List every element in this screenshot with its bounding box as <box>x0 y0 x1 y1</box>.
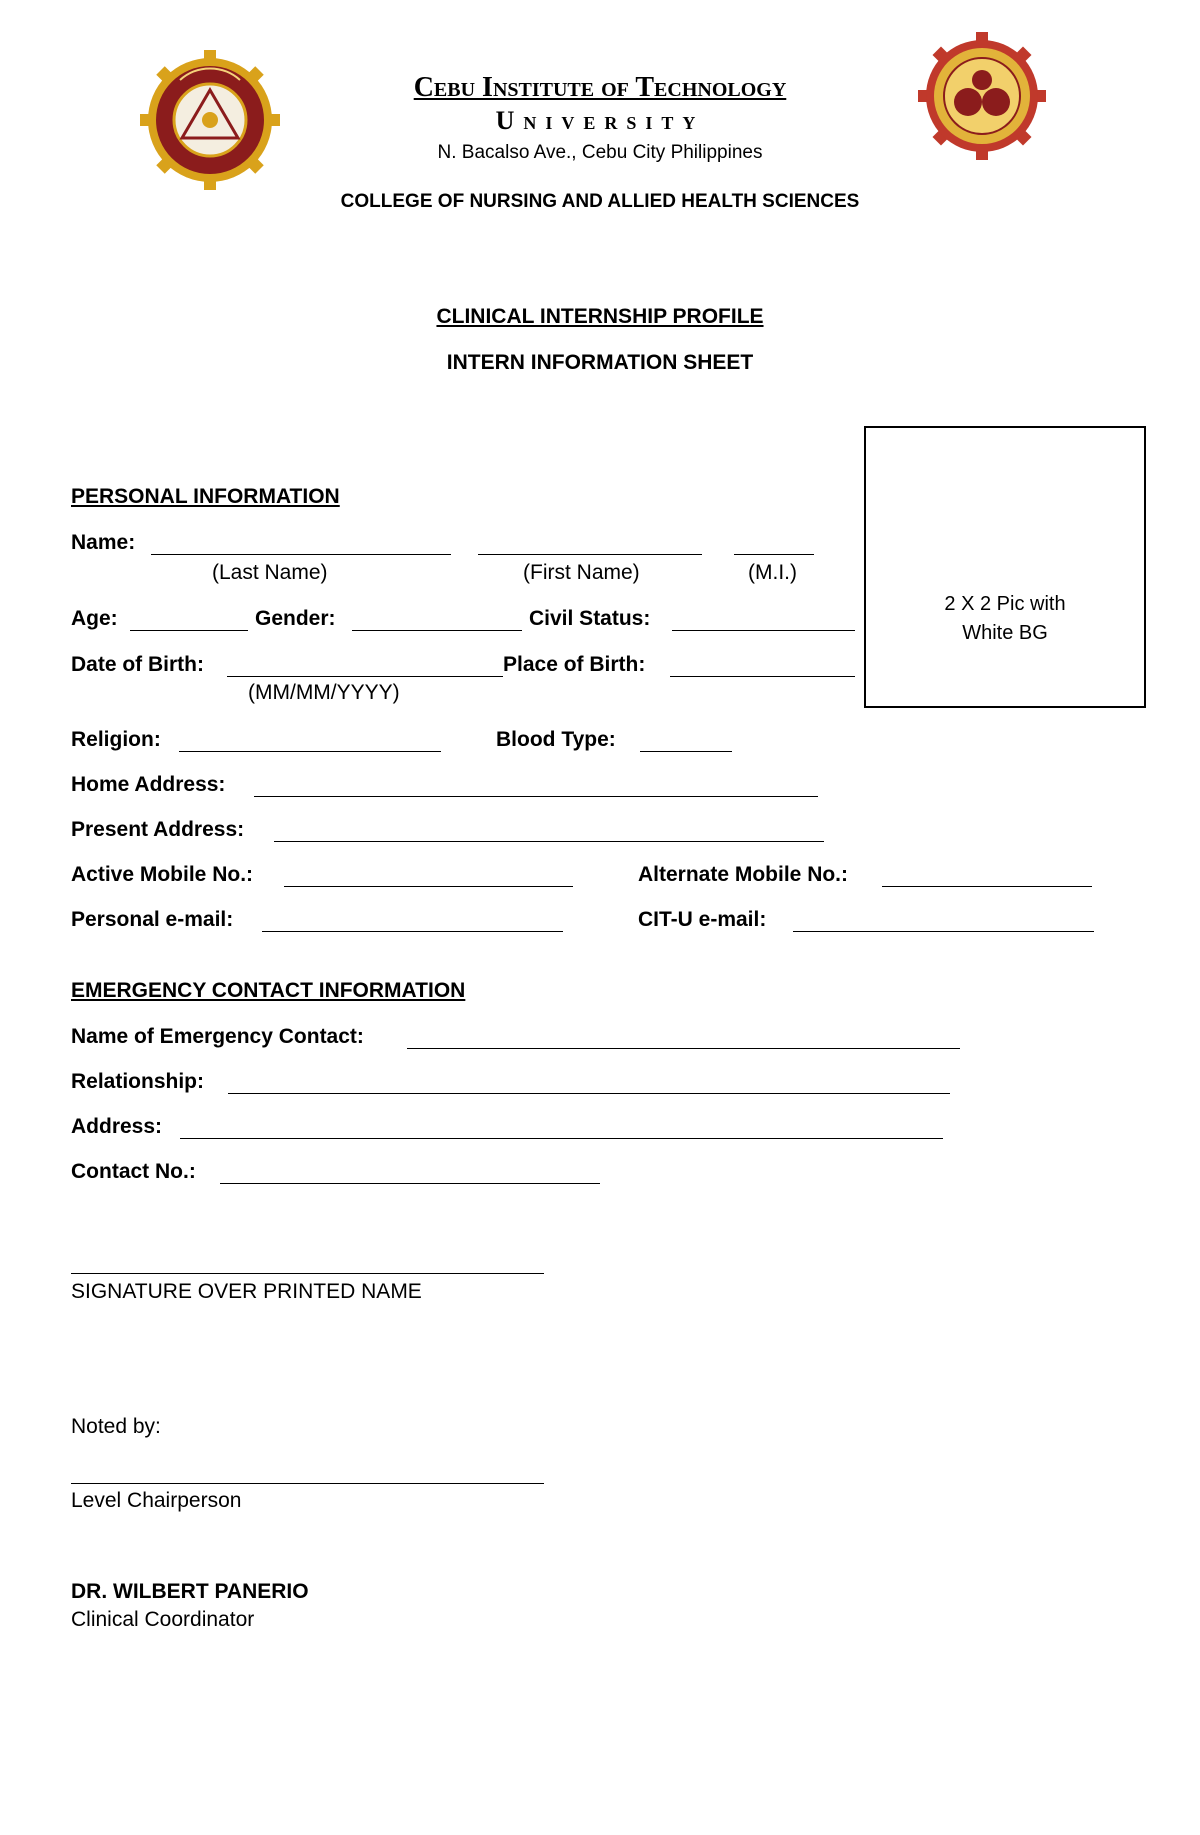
college-seal-right-logo <box>918 32 1046 160</box>
active-mobile-label: Active Mobile No.: <box>71 863 254 886</box>
emergency-heading: EMERGENCY CONTACT INFORMATION <box>71 979 466 1002</box>
personal-email-field[interactable] <box>262 931 563 932</box>
first-name-hint: (First Name) <box>523 561 640 584</box>
signature-caption: SIGNATURE OVER PRINTED NAME <box>71 1280 422 1303</box>
dob-label: Date of Birth: <box>71 653 204 676</box>
college-name: COLLEGE OF NURSING AND ALLIED HEALTH SCIENCES <box>340 191 860 212</box>
present-address-label: Present Address: <box>71 818 245 841</box>
blood-type-label: Blood Type: <box>496 728 616 751</box>
contact-no-field[interactable] <box>220 1183 600 1184</box>
age-field[interactable] <box>130 630 248 631</box>
emergency-address-field[interactable] <box>180 1138 943 1139</box>
religion-field[interactable] <box>179 751 441 752</box>
emergency-address-label: Address: <box>71 1115 163 1138</box>
photo-box[interactable] <box>864 426 1146 708</box>
name-label: Name: <box>71 531 136 554</box>
last-name-field[interactable] <box>151 554 451 555</box>
form-subtitle: INTERN INFORMATION SHEET <box>446 351 754 374</box>
home-address-field[interactable] <box>254 796 818 797</box>
chairperson-signature-line[interactable] <box>71 1483 544 1484</box>
present-address-field[interactable] <box>274 841 824 842</box>
emergency-name-field[interactable] <box>407 1048 960 1049</box>
relationship-field[interactable] <box>228 1093 950 1094</box>
contact-no-label: Contact No.: <box>71 1160 196 1183</box>
first-name-field[interactable] <box>478 554 702 555</box>
personal-info-heading: PERSONAL INFORMATION <box>71 485 340 508</box>
coordinator-name: DR. WILBERT PANERIO <box>71 1580 309 1603</box>
university-name-line2: University <box>495 106 705 135</box>
university-name-line1: Cebu Institute of Technology <box>413 72 787 103</box>
personal-email-label: Personal e-mail: <box>71 908 234 931</box>
civil-status-label: Civil Status: <box>529 607 651 630</box>
mi-hint: (M.I.) <box>748 561 797 584</box>
pob-label: Place of Birth: <box>503 653 646 676</box>
active-mobile-field[interactable] <box>284 886 573 887</box>
religion-label: Religion: <box>71 728 161 751</box>
pob-field[interactable] <box>670 676 855 677</box>
photo-box-line1: 2 X 2 Pic with <box>944 593 1066 615</box>
gender-field[interactable] <box>352 630 522 631</box>
dob-field[interactable] <box>227 676 503 677</box>
signature-line[interactable] <box>71 1273 544 1274</box>
cit-seal-left-logo <box>140 50 280 190</box>
photo-box-line2: White BG <box>962 622 1048 644</box>
noted-by-label: Noted by: <box>71 1415 161 1438</box>
civil-status-field[interactable] <box>672 630 855 631</box>
blood-type-field[interactable] <box>640 751 732 752</box>
level-chairperson-caption: Level Chairperson <box>71 1489 242 1512</box>
age-label: Age: <box>71 607 118 630</box>
photo-box-label <box>866 590 1144 648</box>
emergency-name-label: Name of Emergency Contact: <box>71 1025 364 1048</box>
dob-format-hint: (MM/MM/YYYY) <box>248 681 400 704</box>
home-address-label: Home Address: <box>71 773 226 796</box>
citu-email-field[interactable] <box>793 931 1094 932</box>
alternate-mobile-field[interactable] <box>882 886 1092 887</box>
relationship-label: Relationship: <box>71 1070 205 1093</box>
mi-field[interactable] <box>734 554 814 555</box>
form-title: CLINICAL INTERNSHIP PROFILE <box>436 305 764 328</box>
last-name-hint: (Last Name) <box>212 561 328 584</box>
coordinator-title: Clinical Coordinator <box>71 1608 255 1631</box>
alternate-mobile-label: Alternate Mobile No.: <box>638 863 849 886</box>
gender-label: Gender: <box>255 607 336 630</box>
university-address: N. Bacalso Ave., Cebu City Philippines <box>437 142 763 163</box>
citu-email-label: CIT-U e-mail: <box>638 908 767 931</box>
